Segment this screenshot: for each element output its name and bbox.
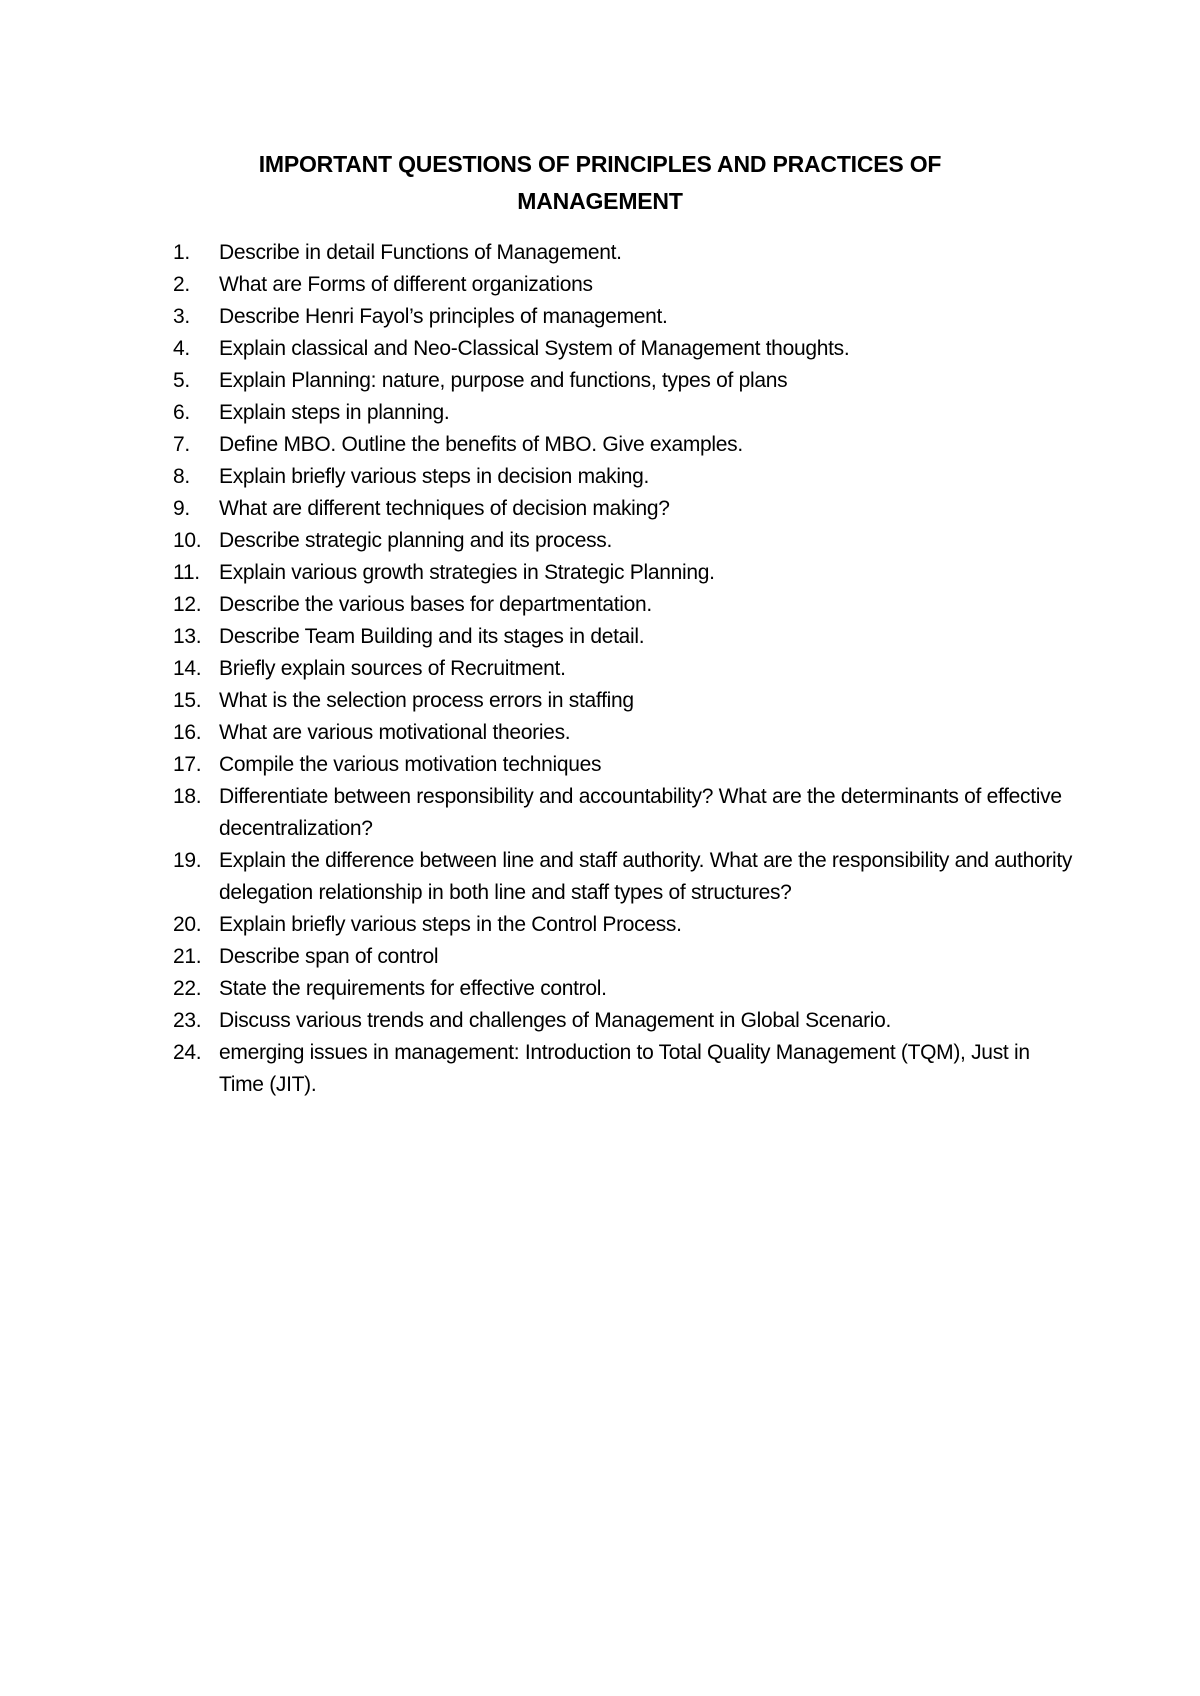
question-text: Explain the difference between line and staff authority. What are the responsibility and authority delegation relationship in both line and staff types of structures? — [219, 849, 1073, 904]
question-item — [173, 589, 1073, 621]
question-item — [173, 269, 1073, 301]
question-number: 17. — [173, 753, 202, 776]
question-item — [173, 397, 1073, 429]
question-item — [173, 781, 1073, 845]
question-text: Describe span of control — [219, 945, 439, 968]
question-number: 4. — [173, 337, 190, 360]
question-number: 21. — [173, 945, 202, 968]
question-item — [173, 493, 1073, 525]
question-item — [173, 365, 1073, 397]
question-text: What are different techniques of decision making? — [219, 497, 670, 520]
question-text: Describe strategic planning and its process. — [219, 529, 613, 552]
question-number: 8. — [173, 465, 190, 488]
question-item — [173, 621, 1073, 653]
question-number: 6. — [173, 401, 190, 424]
question-text: Describe Team Building and its stages in detail. — [219, 625, 645, 648]
question-item — [173, 845, 1073, 909]
question-number: 9. — [173, 497, 190, 520]
question-number: 15. — [173, 689, 202, 712]
question-number: 11. — [173, 561, 200, 584]
question-number: 2. — [173, 273, 190, 296]
question-number: 13. — [173, 625, 202, 648]
question-item — [173, 973, 1073, 1005]
title-line-2: MANAGEMENT — [517, 188, 683, 214]
question-number: 5. — [173, 369, 190, 392]
question-item — [173, 717, 1073, 749]
question-number: 16. — [173, 721, 202, 744]
question-text: Describe Henri Fayol’s principles of management. — [219, 305, 668, 328]
question-number: 23. — [173, 1009, 202, 1032]
question-item — [173, 941, 1073, 973]
document-title — [160, 146, 1040, 220]
question-text: Explain briefly various steps in the Control Process. — [219, 913, 682, 936]
question-text: Discuss various trends and challenges of Management in Global Scenario. — [219, 1009, 892, 1032]
question-item — [173, 749, 1073, 781]
question-text: What are various motivational theories. — [219, 721, 571, 744]
question-item — [173, 525, 1073, 557]
question-text: Explain briefly various steps in decision making. — [219, 465, 650, 488]
question-item — [173, 301, 1073, 333]
question-item — [173, 1037, 1073, 1101]
question-item — [173, 333, 1073, 365]
question-number: 1. — [173, 241, 190, 264]
question-text: Briefly explain sources of Recruitment. — [219, 657, 566, 680]
question-item — [173, 237, 1073, 269]
question-text: What are Forms of different organizations — [219, 273, 593, 296]
question-number: 20. — [173, 913, 202, 936]
question-number: 7. — [173, 433, 190, 456]
question-item — [173, 909, 1073, 941]
question-item — [173, 429, 1073, 461]
question-item — [173, 685, 1073, 717]
question-number: 24. — [173, 1041, 202, 1064]
question-item — [173, 653, 1073, 685]
question-text: Differentiate between responsibility and accountability? What are the determinants of effective decentralization? — [219, 785, 1062, 840]
question-text: emerging issues in management: Introduction to Total Quality Management (TQM), Just in Time (JIT). — [219, 1041, 1030, 1096]
question-item — [173, 557, 1073, 589]
question-text: State the requirements for effective control. — [219, 977, 607, 1000]
question-number: 19. — [173, 849, 202, 872]
question-text: Explain various growth strategies in Strategic Planning. — [219, 561, 715, 584]
question-list — [173, 237, 1073, 1101]
question-number: 10. — [173, 529, 202, 552]
question-text: What is the selection process errors in staffing — [219, 689, 634, 712]
question-text: Describe in detail Functions of Management. — [219, 241, 622, 264]
question-number: 14. — [173, 657, 202, 680]
question-number: 22. — [173, 977, 202, 1000]
question-text: Compile the various motivation techniques — [219, 753, 602, 776]
question-number: 3. — [173, 305, 190, 328]
question-text: Explain Planning: nature, purpose and functions, types of plans — [219, 369, 788, 392]
question-text: Define MBO. Outline the benefits of MBO. Give examples. — [219, 433, 743, 456]
title-line-1: IMPORTANT QUESTIONS OF PRINCIPLES AND PRACTICES OF — [258, 151, 942, 177]
question-text: Explain steps in planning. — [219, 401, 450, 424]
question-text: Explain classical and Neo-Classical System of Management thoughts. — [219, 337, 850, 360]
question-item — [173, 461, 1073, 493]
question-number: 18. — [173, 785, 202, 808]
question-text: Describe the various bases for departmentation. — [219, 593, 652, 616]
question-item — [173, 1005, 1073, 1037]
question-number: 12. — [173, 593, 202, 616]
